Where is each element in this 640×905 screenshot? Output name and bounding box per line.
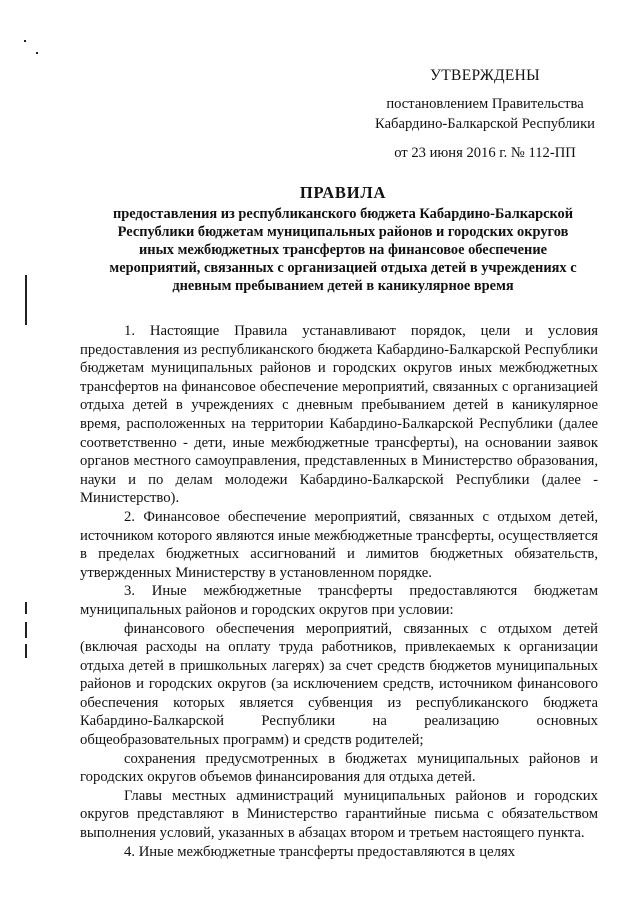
- approval-heading: УТВЕРЖДЕНЫ: [430, 67, 540, 84]
- title-main: ПРАВИЛА: [299, 183, 387, 202]
- approval-line-1: постановлением Правительства: [386, 96, 584, 112]
- paragraph: финансового обеспечения мероприятий, связанных с отдыхом детей (включая расходы на оплату труда работников, привлекаемых к организации отдыха детей в пришкольных лагерях) за счет средств бюджетов муниципальных районов и городских округов (за исключением средств, источником финансового обеспечения которых является субвенция из республиканского бюджета Кабардино-Балкарской Республики на реализацию основных общеобразовательных программ) и средств родителей;: [80, 620, 598, 749]
- approval-block: [360, 66, 610, 163]
- paragraph: 1. Настоящие Правила устанавливают порядок, цели и условия предоставления из республиканского бюджета Кабардино-Балкарской Республики бюджетам муниципальных районов и городских округов иных межбюджетных трансфертов на финансовое обеспечение мероприятий, связанных с организацией отдыха детей в учреждениях с дневным пребыванием детей в каникулярное время, расположенных на территории Кабардино-Балкарской Республики (далее соответственно - дети, иные межбюджетные трансферты), на основании заявок органов местного самоуправления, представленных в Министерство образования, науки и по делам молодежи Кабардино-Балкарской Республики (далее - Министерство).: [80, 323, 598, 507]
- scan-mark: [25, 622, 27, 638]
- paragraph: 2. Финансовое обеспечение мероприятий, связанных с отдыхом детей, источником которого являются иные межбюджетные трансферты, осуществляется в пределах бюджетных ассигнований и лимитов бюджетных обязательств, утвержденных Министерству в установленном порядке.: [80, 508, 598, 581]
- document-body: [80, 322, 598, 861]
- approval-date: от 23 июня 2016 г. № 112-ПП: [394, 145, 576, 161]
- approval-line-2: Кабардино-Балкарской Республики: [375, 116, 595, 132]
- paragraph: 4. Иные межбюджетные трансферты предоставляются в целях: [124, 843, 516, 860]
- scan-mark: [36, 52, 38, 54]
- scan-mark: [25, 644, 27, 658]
- paragraph: Главы местных администраций муниципальных районов и городских округов представляют в Министерство гарантийные письма с обязательством выполнения условий, указанных в абзацах втором и третьем настоящего пункта.: [80, 787, 598, 842]
- document-title: [100, 183, 586, 296]
- scan-mark: [25, 275, 27, 325]
- paragraph: сохранения предусмотренных в бюджетах муниципальных районов и городских округов объемов финансирования для отдыха детей.: [80, 750, 598, 786]
- scan-mark: [25, 602, 27, 614]
- paragraph: 3. Иные межбюджетные трансферты предоставляются бюджетам муниципальных районов и городских округов при условии:: [80, 583, 598, 618]
- title-subtitle: предоставления из республиканского бюджета Кабардино-Балкарской Республики бюджетам муниципальных районов и городских округов иных межбюджетных трансфертов на финансовое обеспечение мероприятий, связанных с организацией отдыха детей в учреждениях с дневным пребыванием детей в каникулярное время: [109, 206, 577, 294]
- scan-mark: [24, 40, 26, 42]
